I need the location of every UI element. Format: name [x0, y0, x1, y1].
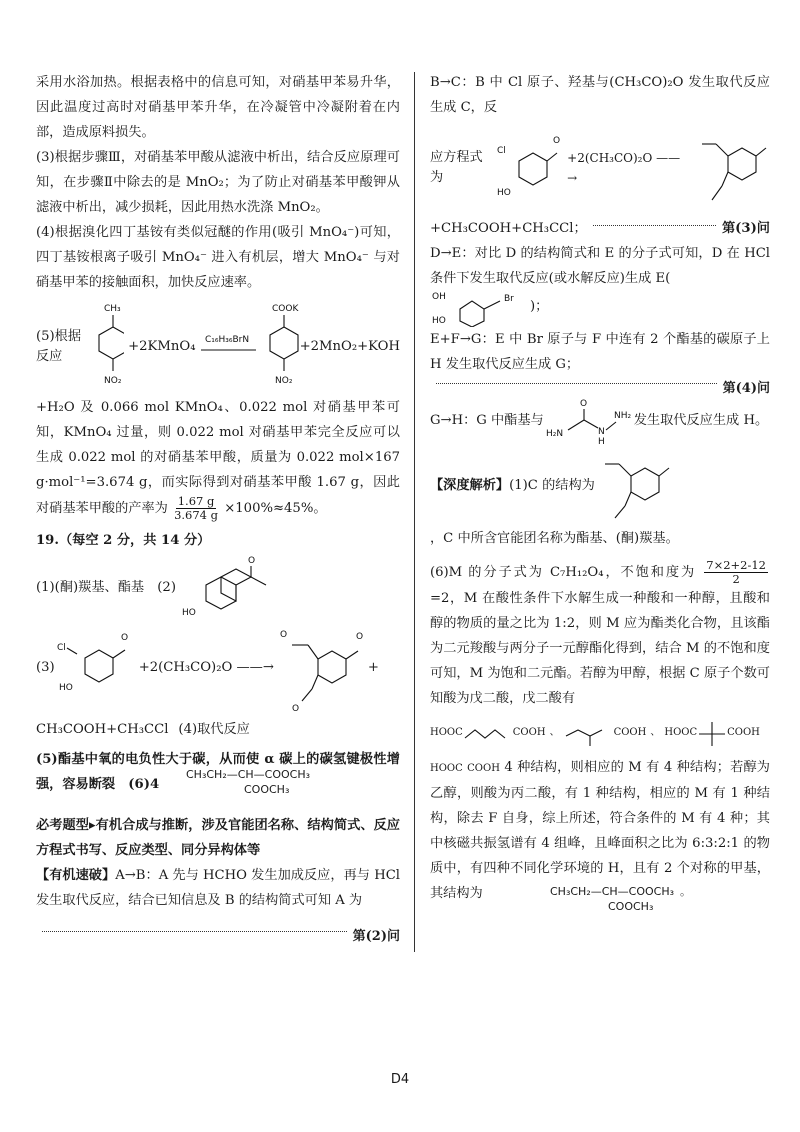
yield-fraction: $\frac{1.67 g}{3.674 g}$: [174, 494, 219, 522]
answer-1-2: [36, 553, 400, 623]
reaction-5-products: +2MnO₂+KOH: [299, 339, 400, 354]
svg-text:H₂N: H₂N: [545, 429, 563, 439]
urea-structure: [544, 396, 634, 446]
methyl-label: CH₃: [103, 304, 121, 314]
b-to-c-equation: 应方程式为 Cl O HO +2(CH₃CO)₂O ——→: [430, 120, 770, 216]
paragraph-m-conclusion: HOOC COOH 4 种结构，则相应的 M 有 4 种结构；若醇为乙醇，则酸为丙二酸，有 1 种结构，相应的 M 有 1 种结构，除去 F 自身，综上所述，符合条件的 M 有 4 种；其中核磁共振氢谱有 4 组峰，且峰面积之比为 6:3:2:1 的物质中，有四种不同化学环境的 H，且有 2 个对称的甲基，其结构为: [430, 760, 770, 901]
svg-text:O: O: [579, 399, 587, 409]
svg-text:N: N: [597, 427, 605, 437]
answer-3-4: [36, 713, 400, 747]
isomer-2: [564, 718, 614, 748]
chloro-label: Cl: [56, 643, 66, 653]
svg-text:NH₂: NH₂: [613, 411, 631, 421]
potassium-nitrobenzoate-structure: [256, 299, 300, 395]
unsaturation-fraction: $\frac{7\times 2+2-12}{2}$: [706, 558, 766, 586]
left-column: [36, 70, 400, 944]
answer-3-reagent: +2(CH₃CO)₂O ——→: [138, 660, 274, 675]
must-type-note: 必考题型▸有机合成与推断，涉及官能团名称、结构简式、反应方程式书写、反应类型、同分异构体等: [36, 818, 400, 858]
svg-text:HO: HO: [496, 188, 511, 198]
cook-label: COOK: [272, 304, 299, 314]
compound-e-row: OH Br HO )；: [430, 287, 770, 327]
plus-sign: +: [367, 660, 379, 675]
paragraph-m-analysis: (6)M 的分子式为 C₇H₁₂O₄，不饱和度为 $\frac{7\times 2+2-12}{2}$ =2，M 在酸性条件下水解生成一种酸和一种醇，且酸和醇的物质的量之比为 1:2，则 M 应为酯类化合物，且该酯为二元羧酸与两分子一元醇酯化得到，结合 M 的不饱和度可知，M 为饱和二元酯。若醇为甲醇，根据 C 原子个数可知酸为戊二酸，戊二酸有: [430, 558, 770, 706]
isomer-3: [697, 718, 727, 748]
compound-b-structure-2: [495, 133, 564, 203]
deep-analysis-conclusion: ，C 中所含官能团名称为酯基、(酮)羰基。: [430, 531, 679, 546]
paragraph-step4: (4)根据溴化四丁基铵有类似冠醚的作用(吸引 MnO₄⁻)可知，四丁基铵根离子吸引 MnO₄⁻ 进入有机层，增大 MnO₄⁻ 与对硝基甲苯的接触面积，加快反应速率。: [36, 225, 400, 290]
reaction-arrow: [199, 332, 256, 362]
paragraph-d-to-e: D→E：对比 D 的结构简式和 E 的分子式可知，D 在 HCl 条件下发生取代反应(或水解反应)生成 E(: [430, 246, 770, 286]
organic-fast-solution: 【有机速破】A→B：A 先与 HCHO 发生加成反应，再与 HCl 发生取代反应，结合已知信息及 B 的结构简式可知 A 为: [36, 868, 400, 908]
svg-text:O: O: [355, 632, 364, 642]
nitro-label-2: NO₂: [275, 376, 293, 386]
isomer-1: [463, 718, 513, 748]
svg-text:Cl: Cl: [496, 146, 506, 156]
reaction-5-prefix: (5)根据反应: [36, 329, 82, 364]
g-to-h-row: G→H：G 中酯基与 O H₂N N H NH₂ 发生取代反应生成 H。: [430, 396, 770, 446]
compound-a-structure: [176, 553, 276, 623]
answer-4: (4)取代反应: [178, 722, 250, 737]
reagent-kmno4: +2KMnO₄: [128, 339, 196, 354]
page-number: D4: [390, 1072, 410, 1087]
compound-e-structure: [430, 287, 530, 327]
svg-text:Br: Br: [504, 294, 514, 304]
column-divider: [414, 72, 415, 952]
answer-3-prefix: (3): [36, 660, 55, 675]
answer-1-2-text: (1)(酮)羰基、酯基 (2): [36, 580, 176, 595]
compound-b-structure: [55, 628, 135, 708]
svg-text:O: O: [291, 704, 300, 713]
ketone-o-label: O: [247, 556, 256, 566]
svg-text:O: O: [279, 630, 288, 640]
catalyst-label: C₁₆H₃₆BrN: [205, 335, 250, 345]
compound-c-structure: [278, 623, 368, 713]
answer-5-6: (5)酯基中氧的电负性大于碳，从而使 α 碳上的碳氢键极性增强，容易断裂 (6)4: [36, 752, 400, 792]
deep-analysis-row: 【深度解析】 (1)C 的结构为: [430, 446, 770, 526]
paragraph-b-to-c: B→C：B 中 Cl 原子、羟基与(CH₃CO)₂O 发生取代反应生成 C，反: [430, 75, 770, 115]
glutaric-acid-isomers: HOOC COOH 、 COOH 、 HOOC COOH: [430, 711, 770, 755]
question-19-header: 19.（每空 2 分，共 14 分）: [36, 533, 211, 548]
reaction-5: [36, 299, 400, 395]
answer-3-equation: [36, 623, 400, 713]
p-nitrotoluene-structure: [88, 299, 124, 395]
svg-text:HO: HO: [58, 683, 73, 693]
svg-text:H: H: [597, 437, 605, 446]
compound-c-structure-3: [595, 446, 675, 526]
paragraph-heating: 采用水浴加热。根据表格中的信息可知，对硝基甲苯易升华，因此温度过高时对硝基甲苯升华，在冷凝管中冷凝附着在内部，造成原料损失。: [36, 75, 400, 140]
svg-text:HO: HO: [432, 316, 446, 326]
hydroxy-label: HO: [181, 608, 196, 618]
b-to-c-byproduct: +CH₃COOH+CH₃CCl； 第(3)问: [430, 221, 770, 236]
yield-result: ×100%≈45%。: [224, 501, 327, 516]
answer-6-structure: CH₃CH₂—CH—COOCH₃ COOCH₃: [186, 768, 311, 796]
nitro-label-1: NO₂: [103, 376, 122, 386]
svg-text:O: O: [552, 136, 560, 146]
answer-3-byproduct: CH₃COOH+CH₃CCl: [36, 722, 169, 737]
paragraph-e-f-to-g: E+F→G：E 中 Br 原子与 F 中连有 2 个酯基的碳原子上 H 发生取代反应生成 G；: [430, 332, 770, 372]
compound-c-structure-2: [692, 120, 770, 216]
final-structure: CH₃CH₂—CH—COOCH₃ 。 COOCH₃: [550, 885, 692, 913]
yield-text: +H₂O 及 0.066 mol KMnO₄、0.022 mol 对硝基甲苯可知，KMnO₄ 过量，则 0.022 mol 对硝基甲苯完全反应可以生成 0.022 mol 的对硝基苯甲酸，质量为 0.022 mol×167 g·mol⁻¹=3.674 g，而实际得到对硝基苯甲酸 1.67 g，因此对硝基苯甲酸的产率为: [36, 400, 400, 516]
right-column: [430, 70, 770, 914]
question-2-marker: 第(2)问: [36, 925, 400, 944]
paragraph-yield: [36, 395, 400, 522]
svg-text:OH: OH: [432, 292, 446, 302]
question-4-marker: 第(4)问: [430, 377, 770, 396]
svg-text:O: O: [120, 633, 128, 643]
paragraph-step3: (3)根据步骤Ⅲ，对硝基苯甲酸从滤液中析出，结合反应原理可知，在步骤Ⅱ中除去的是 MnO₂；为了防止对硝基苯甲酸钾从滤液中析出，减少损耗，因此用热水洗涤 MnO₂。: [36, 150, 400, 215]
